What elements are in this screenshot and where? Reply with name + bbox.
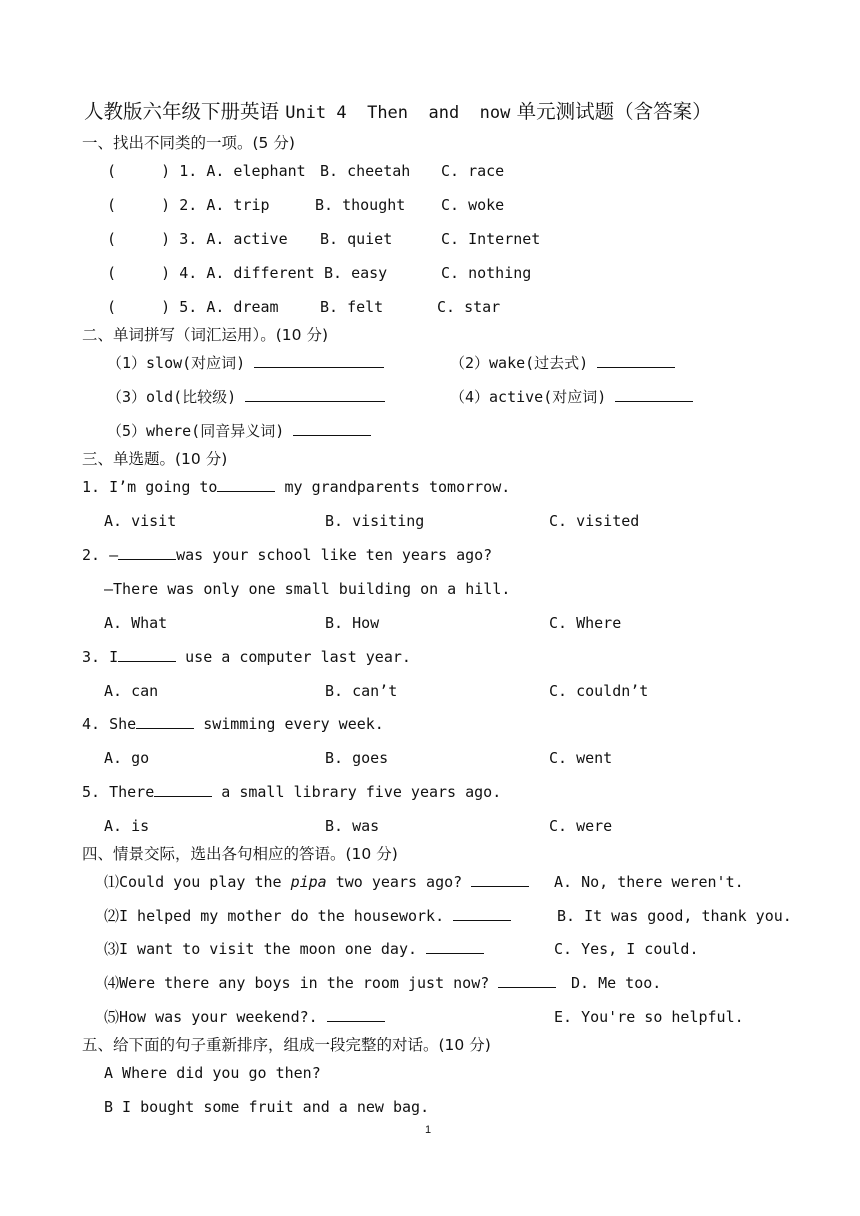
answer-blank[interactable] [254, 353, 384, 368]
s4-answer-a: A. No, there weren't. [554, 873, 744, 891]
s1-item-5-c: C. star [437, 298, 501, 316]
section4-heading: 四、情景交际，选出各句相应的答语。(10 分) [82, 845, 398, 863]
s4-q1: ⑴Could you play the pipa two years ago? [104, 872, 529, 892]
s1-item-5: ( ) 5. A. dream [107, 298, 279, 316]
answer-blank[interactable] [327, 1007, 385, 1022]
answer-blank[interactable] [471, 872, 529, 887]
s2-item-1: （1）slow(对应词) [107, 353, 384, 373]
title-prefix: 人教版六年级下册英语 [84, 100, 286, 123]
s4-answer-d: D. Me too. [571, 974, 662, 992]
s4-answer-e: E. You're so helpful. [554, 1008, 744, 1026]
s4-q2: ⑵I helped my mother do the housework. [104, 906, 511, 926]
s3-q5-option-b: B. was [325, 817, 380, 835]
answer-blank[interactable] [154, 782, 212, 797]
s3-q1-option-a: A. visit [104, 512, 177, 530]
s1-item-4-b: B. easy [324, 264, 388, 282]
s2-item-2: （2）wake(过去式) [450, 353, 675, 373]
s3-q3-option-b: B. can’t [325, 682, 398, 700]
s1-item-2: ( ) 2. A. trip [107, 196, 270, 214]
s3-q3-option-c: C. couldn’t [549, 682, 649, 700]
s3-q2-stem: 2. — was your school like ten years ago? [82, 546, 493, 564]
s3-q5-stem: 5. There a small library five years ago. [82, 783, 502, 801]
title-suffix: 单元测试题（含答案） [510, 100, 712, 123]
s3-q2-option-c: C. Where [549, 614, 622, 632]
s1-item-5-b: B. felt [320, 298, 384, 316]
title-unit: Unit 4 Then and now [285, 103, 511, 123]
s3-q2-reply: —There was only one small building on a hill. [104, 580, 511, 598]
s3-q4-option-a: A. go [104, 749, 150, 767]
s4-q5: ⑸How was your weekend?. [104, 1007, 385, 1027]
s1-item-1: ( ) 1. A. elephant [107, 162, 306, 180]
s3-q5-option-c: C. were [549, 817, 613, 835]
s1-item-2-c: C. woke [441, 196, 505, 214]
section1-heading: 一、找出不同类的一项。(5 分) [82, 134, 295, 152]
answer-blank[interactable] [615, 387, 693, 402]
s5-line-b: B I bought some fruit and a new bag. [104, 1098, 430, 1116]
s4-q3: ⑶I want to visit the moon one day. [104, 939, 484, 959]
section2-heading: 二、单词拼写（词汇运用）。(10 分) [82, 326, 328, 344]
s3-q4-option-b: B. goes [325, 749, 389, 767]
answer-blank[interactable] [597, 353, 675, 368]
s4-q4: ⑷Were there any boys in the room just now? [104, 973, 556, 993]
answer-blank[interactable] [217, 477, 275, 492]
answer-blank[interactable] [293, 421, 371, 436]
s2-item-5: （5）where(同音异义词) [107, 421, 371, 441]
s1-item-3-c: C. Internet [441, 230, 541, 248]
s1-item-1-b: B. cheetah [320, 162, 411, 180]
answer-blank[interactable] [136, 714, 194, 729]
s2-item-3: （3）old(比较级) [107, 387, 385, 407]
s1-item-3: ( ) 3. A. active [107, 230, 288, 248]
page-number: 1 [425, 1124, 432, 1136]
s1-item-1-c: C. race [441, 162, 505, 180]
answer-blank[interactable] [245, 387, 385, 402]
s3-q3-stem: 3. I use a computer last year. [82, 648, 411, 666]
section3-heading: 三、单选题。(10 分) [82, 450, 228, 468]
s4-answer-c: C. Yes, I could. [554, 940, 699, 958]
answer-blank[interactable] [118, 647, 176, 662]
s3-q1-stem: 1. I’m going to my grandparents tomorrow. [82, 478, 511, 496]
s3-q3-option-a: A. can [104, 682, 159, 700]
s3-q1-option-c: C. visited [549, 512, 640, 530]
s1-item-3-b: B. quiet [320, 230, 393, 248]
s3-q4-option-c: C. went [549, 749, 613, 767]
s1-item-4: ( ) 4. A. different [107, 264, 315, 282]
s3-q2-option-a: A. What [104, 614, 168, 632]
s1-item-4-c: C. nothing [441, 264, 532, 282]
s3-q1-option-b: B. visiting [325, 512, 425, 530]
s5-line-a: A Where did you go then? [104, 1064, 321, 1082]
s1-item-2-b: B. thought [315, 196, 406, 214]
section5-heading: 五、给下面的句子重新排序，组成一段完整的对话。(10 分) [82, 1036, 491, 1054]
s2-item-4: （4）active(对应词) [450, 387, 693, 407]
answer-blank[interactable] [498, 973, 556, 988]
s3-q4-stem: 4. She swimming every week. [82, 715, 384, 733]
answer-blank[interactable] [453, 906, 511, 921]
document-title [84, 96, 712, 124]
answer-blank[interactable] [426, 939, 484, 954]
s4-answer-b: B. It was good, thank you. [557, 907, 792, 925]
s3-q5-option-a: A. is [104, 817, 150, 835]
s3-q2-option-b: B. How [325, 614, 380, 632]
answer-blank[interactable] [118, 545, 176, 560]
